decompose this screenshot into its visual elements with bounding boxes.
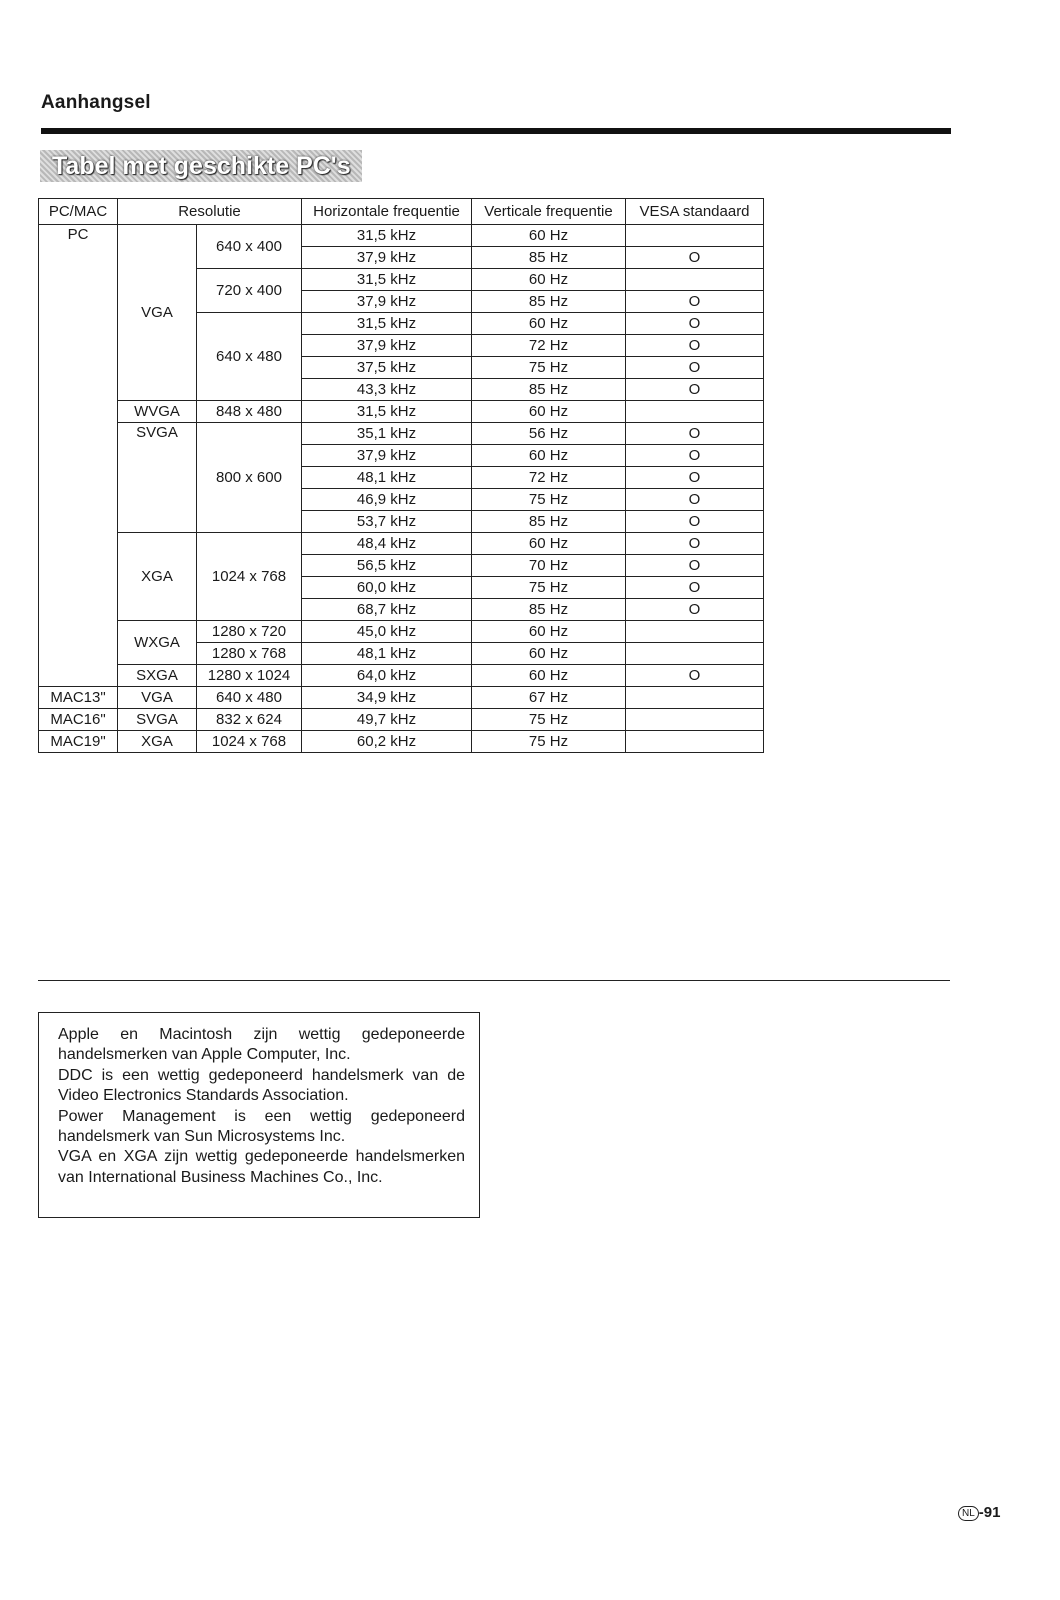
vesa-mark: O [626, 357, 764, 379]
mac-mode: VGA [118, 687, 197, 709]
table-row-mac [39, 687, 764, 709]
trademark-apple: Apple en Macintosh zijn wettig gedeponeerde handelsmerken van Apple Computer, Inc. [58, 1026, 465, 1064]
vesa-mark: O [626, 291, 764, 313]
resolution-cell: 640 x 400 [197, 225, 302, 269]
h-freq: 37,9 kHz [302, 335, 472, 357]
table-row [39, 423, 764, 445]
page-number [958, 1504, 1000, 1521]
mac-model: MAC13" [39, 687, 118, 709]
vesa-mark: O [626, 247, 764, 269]
h-freq: 56,5 kHz [302, 555, 472, 577]
mac-mode: SVGA [118, 709, 197, 731]
header-vesa-standard: VESA standaard [626, 199, 764, 225]
v-freq: 67 Hz [472, 687, 626, 709]
v-freq: 75 Hz [472, 577, 626, 599]
table-row [39, 665, 764, 687]
table-row [39, 401, 764, 423]
v-freq: 75 Hz [472, 357, 626, 379]
resolution-cell: 720 x 400 [197, 269, 302, 313]
v-freq: 85 Hz [472, 511, 626, 533]
footnote-rule [38, 980, 950, 981]
mac-mode: XGA [118, 731, 197, 753]
h-freq: 31,5 kHz [302, 401, 472, 423]
v-freq: 60 Hz [472, 621, 626, 643]
vesa-mark [626, 731, 764, 753]
trademark-ddc: DDC is een wettig gedeponeerd handelsmerk van de Video Electronics Standards Association. [58, 1066, 465, 1105]
h-freq: 48,1 kHz [302, 643, 472, 665]
mode-xga: XGA [118, 533, 197, 621]
v-freq: 60 Hz [472, 269, 626, 291]
resolution-cell: 800 x 600 [197, 423, 302, 533]
table-title-banner [40, 150, 362, 182]
v-freq: 60 Hz [472, 665, 626, 687]
table-row [39, 621, 764, 643]
vesa-mark: O [626, 335, 764, 357]
h-freq: 68,7 kHz [302, 599, 472, 621]
header-resolution: Resolutie [118, 199, 302, 225]
h-freq: 46,9 kHz [302, 489, 472, 511]
mac-model: MAC16" [39, 709, 118, 731]
v-freq: 85 Hz [472, 379, 626, 401]
mode-wvga: WVGA [118, 401, 197, 423]
h-freq: 31,5 kHz [302, 225, 472, 247]
mode-svga: SVGA [118, 423, 197, 533]
v-freq: 60 Hz [472, 313, 626, 335]
v-freq: 60 Hz [472, 445, 626, 467]
h-freq: 43,3 kHz [302, 379, 472, 401]
language-badge: NL [958, 1506, 979, 1521]
vesa-mark: O [626, 467, 764, 489]
vesa-mark [626, 225, 764, 247]
h-freq: 35,1 kHz [302, 423, 472, 445]
trademark-power-management: Power Management is een wettig gedeponeerd handelsmerk van Sun Microsystems Inc. [58, 1107, 465, 1146]
resolution-cell: 640 x 480 [197, 687, 302, 709]
resolution-cell: 1280 x 768 [197, 643, 302, 665]
v-freq: 85 Hz [472, 599, 626, 621]
h-freq: 53,7 kHz [302, 511, 472, 533]
header-horizontal-frequency: Horizontale frequentie [302, 199, 472, 225]
vesa-mark: O [626, 313, 764, 335]
h-freq: 31,5 kHz [302, 269, 472, 291]
vesa-mark [626, 401, 764, 423]
v-freq: 72 Hz [472, 467, 626, 489]
v-freq: 85 Hz [472, 247, 626, 269]
vesa-mark: O [626, 379, 764, 401]
h-freq: 45,0 kHz [302, 621, 472, 643]
vesa-mark [626, 621, 764, 643]
page-number-value: -91 [978, 1504, 1001, 1521]
resolution-cell: 640 x 480 [197, 313, 302, 401]
header-rule [41, 128, 951, 134]
table-row [39, 225, 764, 247]
v-freq: 75 Hz [472, 709, 626, 731]
table-title: Tabel met geschikte PC's [52, 152, 351, 180]
resolution-cell: 1280 x 720 [197, 621, 302, 643]
h-freq: 48,1 kHz [302, 467, 472, 489]
section-title: Aanhangsel [41, 92, 151, 113]
vesa-mark: O [626, 489, 764, 511]
h-freq: 64,0 kHz [302, 665, 472, 687]
h-freq: 37,5 kHz [302, 357, 472, 379]
v-freq: 60 Hz [472, 533, 626, 555]
h-freq: 48,4 kHz [302, 533, 472, 555]
table-row-mac [39, 709, 764, 731]
h-freq: 37,9 kHz [302, 247, 472, 269]
vesa-mark: O [626, 555, 764, 577]
vesa-mark: O [626, 533, 764, 555]
v-freq: 60 Hz [472, 225, 626, 247]
resolution-cell: 832 x 624 [197, 709, 302, 731]
resolution-cell: 848 x 480 [197, 401, 302, 423]
h-freq: 37,9 kHz [302, 291, 472, 313]
v-freq: 72 Hz [472, 335, 626, 357]
trademark-vga-xga: VGA en XGA zijn wettig gedeponeerde handelsmerken van International Business Machines Co., Inc. [58, 1148, 465, 1186]
vesa-mark [626, 709, 764, 731]
table-row [39, 533, 764, 555]
resolution-cell: 1024 x 768 [197, 731, 302, 753]
v-freq: 75 Hz [472, 489, 626, 511]
vesa-mark [626, 643, 764, 665]
v-freq: 60 Hz [472, 401, 626, 423]
v-freq: 70 Hz [472, 555, 626, 577]
v-freq: 85 Hz [472, 291, 626, 313]
vesa-mark: O [626, 577, 764, 599]
vesa-mark [626, 269, 764, 291]
h-freq: 31,5 kHz [302, 313, 472, 335]
v-freq: 60 Hz [472, 643, 626, 665]
h-freq: 60,0 kHz [302, 577, 472, 599]
table-row-mac [39, 731, 764, 753]
mac-model: MAC19" [39, 731, 118, 753]
h-freq: 37,9 kHz [302, 445, 472, 467]
v-freq: 75 Hz [472, 731, 626, 753]
h-freq: 34,9 kHz [302, 687, 472, 709]
group-pc: PC [39, 225, 118, 687]
vesa-mark: O [626, 423, 764, 445]
header-pcmac: PC/MAC [39, 199, 118, 225]
compatible-pc-table [38, 198, 764, 753]
vesa-mark: O [626, 445, 764, 467]
h-freq: 60,2 kHz [302, 731, 472, 753]
header-vertical-frequency: Verticale frequentie [472, 199, 626, 225]
vesa-mark: O [626, 665, 764, 687]
vesa-mark: O [626, 599, 764, 621]
v-freq: 56 Hz [472, 423, 626, 445]
h-freq: 49,7 kHz [302, 709, 472, 731]
resolution-cell: 1280 x 1024 [197, 665, 302, 687]
vesa-mark: O [626, 511, 764, 533]
mode-wxga: WXGA [118, 621, 197, 665]
trademark-notice [38, 1012, 480, 1218]
mode-sxga: SXGA [118, 665, 197, 687]
vesa-mark [626, 687, 764, 709]
table-header-row [39, 199, 764, 225]
mode-vga: VGA [118, 225, 197, 401]
resolution-cell: 1024 x 768 [197, 533, 302, 621]
